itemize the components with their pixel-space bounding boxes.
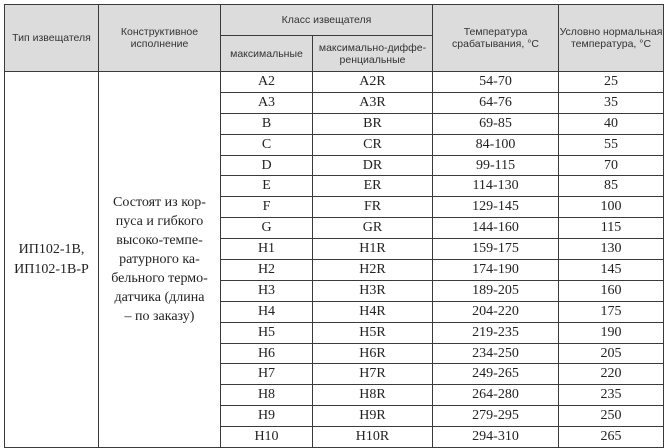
class-maxdiff-cell: H8R [313,385,433,406]
class-max-cell: H5 [221,322,313,343]
header-construction: Конструктивное исполнение [99,5,221,72]
detector-type-cell [5,72,99,448]
class-max-cell: A3 [221,92,313,113]
temperature-cell: 219-235 [433,322,559,343]
temperature-cell: 234-250 [433,343,559,364]
normal-temperature-cell: 55 [559,134,664,155]
normal-temperature-cell: 70 [559,155,664,176]
class-max-cell: B [221,113,313,134]
temperature-cell: 174-190 [433,260,559,281]
table-body [5,72,664,448]
detector-type-line: ИП102-1В-Р [14,261,89,277]
class-max-cell: H4 [221,301,313,322]
temperature-cell: 69-85 [433,113,559,134]
temperature-cell: 189-205 [433,280,559,301]
temperature-cell: 294-310 [433,427,559,448]
normal-temperature-cell: 205 [559,343,664,364]
class-max-cell: H2 [221,260,313,281]
temperature-cell: 54-70 [433,72,559,93]
normal-temperature-cell: 250 [559,406,664,427]
construction-line: ратурного ка- [119,252,200,268]
normal-temperature-cell: 100 [559,197,664,218]
class-max-cell: H8 [221,385,313,406]
header-class-maxdiff: максимально-диффе-ренциальные [313,36,433,72]
normal-temperature-cell: 220 [559,364,664,385]
table-row [5,72,664,93]
class-max-cell: A2 [221,72,313,93]
class-max-cell: H9 [221,406,313,427]
normal-temperature-cell: 115 [559,218,664,239]
construction-line: пуса и гибкого [115,214,204,230]
temperature-cell: 64-76 [433,92,559,113]
class-maxdiff-cell: GR [313,218,433,239]
temperature-cell: 159-175 [433,239,559,260]
class-max-cell: H7 [221,364,313,385]
class-max-cell: H3 [221,280,313,301]
class-maxdiff-cell: H1R [313,239,433,260]
class-maxdiff-cell: BR [313,113,433,134]
class-maxdiff-cell: CR [313,134,433,155]
class-maxdiff-cell: H2R [313,260,433,281]
temperature-cell: 144-160 [433,218,559,239]
header-class: Класс извещателя [221,5,433,36]
class-max-cell: H6 [221,343,313,364]
normal-temperature-cell: 235 [559,385,664,406]
temperature-cell: 264-280 [433,385,559,406]
normal-temperature-cell: 265 [559,427,664,448]
class-max-cell: D [221,155,313,176]
temperature-cell: 129-145 [433,197,559,218]
class-max-cell: H1 [221,239,313,260]
normal-temperature-cell: 160 [559,280,664,301]
class-maxdiff-cell: H7R [313,364,433,385]
class-maxdiff-cell: H9R [313,406,433,427]
normal-temperature-cell: 25 [559,72,664,93]
class-max-cell: H10 [221,427,313,448]
construction-line: высоко-темпе- [116,233,203,249]
header-class-max: максимальные [221,36,313,72]
detector-type-line: ИП102-1В, [18,241,85,257]
class-max-cell: C [221,134,313,155]
temperature-cell: 114-130 [433,176,559,197]
detector-table [4,4,664,448]
construction-line: Состоят из кор- [113,195,206,211]
header-type: Тип извещателя [5,5,99,72]
normal-temperature-cell: 190 [559,322,664,343]
normal-temperature-cell: 145 [559,260,664,281]
normal-temperature-cell: 130 [559,239,664,260]
class-maxdiff-cell: H3R [313,280,433,301]
class-maxdiff-cell: A3R [313,92,433,113]
construction-line: датчика (длина [114,290,205,306]
class-maxdiff-cell: ER [313,176,433,197]
temperature-cell: 204-220 [433,301,559,322]
construction-line: – по заказу) [124,309,195,325]
normal-temperature-cell: 40 [559,113,664,134]
class-max-cell: E [221,176,313,197]
class-maxdiff-cell: H5R [313,322,433,343]
class-maxdiff-cell: FR [313,197,433,218]
class-maxdiff-cell: A2R [313,72,433,93]
header-normal-temperature: Условно нормальная температура, °С [559,5,664,72]
normal-temperature-cell: 85 [559,176,664,197]
class-max-cell: G [221,218,313,239]
temperature-cell: 99-115 [433,155,559,176]
temperature-cell: 84-100 [433,134,559,155]
class-maxdiff-cell: H4R [313,301,433,322]
header-temperature: Температура срабатывания, °С [433,5,559,72]
normal-temperature-cell: 175 [559,301,664,322]
class-maxdiff-cell: DR [313,155,433,176]
construction-line: бельного термо- [111,271,208,287]
temperature-cell: 249-265 [433,364,559,385]
class-maxdiff-cell: H6R [313,343,433,364]
normal-temperature-cell: 35 [559,92,664,113]
construction-cell [99,72,221,448]
class-maxdiff-cell: H10R [313,427,433,448]
temperature-cell: 279-295 [433,406,559,427]
class-max-cell: F [221,197,313,218]
